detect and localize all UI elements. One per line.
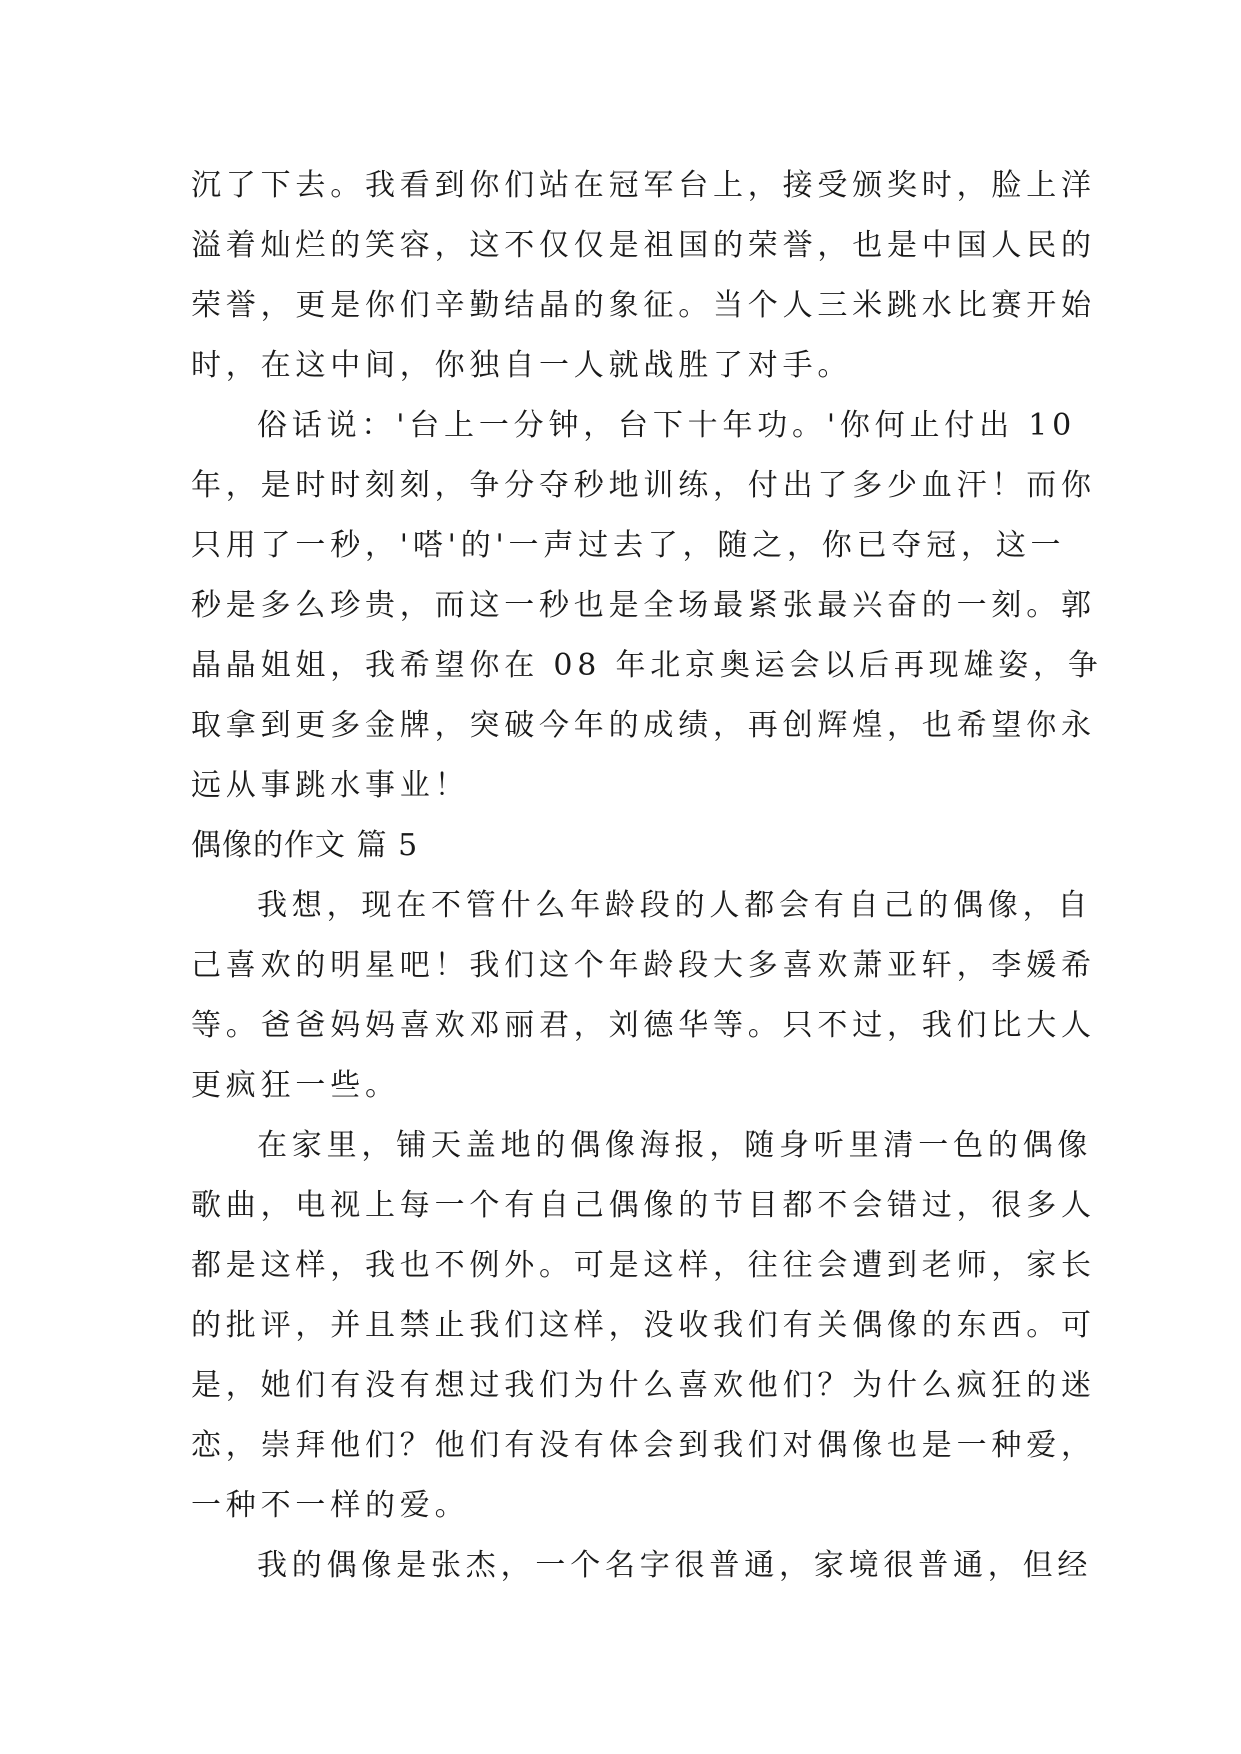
section-heading <box>191 816 1049 876</box>
text-line: 歌曲，电视上每一个有自己偶像的节目都不会错过，很多人 <box>191 1188 1096 1223</box>
text-line: 沉了下去。我看到你们站在冠军台上，接受颁奖时，脸上洋 <box>191 168 1096 203</box>
text-line: 都是这样，我也不例外。可是这样，往往会遭到老师，家长 <box>191 1248 1096 1283</box>
paragraph <box>191 156 1096 396</box>
text-line: 等。爸爸妈妈喜欢邓丽君，刘德华等。只不过，我们比大人 <box>191 1008 1096 1043</box>
text-line: 年，是时时刻刻，争分夺秒地训练，付出了多少血汗！而你 <box>191 468 1096 503</box>
text-line: 荣誉，更是你们辛勤结晶的象征。当个人三米跳水比赛开始 <box>191 288 1096 323</box>
text-line: 恋，崇拜他们？他们有没有体会到我们对偶像也是一种爱， <box>191 1428 1096 1463</box>
paragraph <box>191 1536 1093 1596</box>
paragraph <box>191 396 1103 816</box>
text-line: 我想，现在不管什么年龄段的人都会有自己的偶像，自 <box>257 888 1093 923</box>
text-line: 溢着灿烂的笑容，这不仅仅是祖国的荣誉，也是中国人民的 <box>191 228 1096 263</box>
essay-body <box>191 156 1103 1596</box>
text-line: 我的偶像是张杰，一个名字很普通，家境很普通，但经 <box>257 1548 1093 1583</box>
paragraph <box>191 1116 1096 1536</box>
text-line: 远从事跳水事业！ <box>191 768 470 803</box>
text-line: 是，她们有没有想过我们为什么喜欢他们？为什么疯狂的迷 <box>191 1368 1096 1403</box>
text-line: 一种不一样的爱。 <box>191 1488 470 1523</box>
text-line: 秒是多么珍贵，而这一秒也是全场最紧张最兴奋的一刻。郭 <box>191 588 1096 623</box>
text-line: 时，在这中间，你独自一人就战胜了对手。 <box>191 348 853 383</box>
text-line: 晶晶姐姐，我希望你在 08 年北京奥运会以后再现雄姿，争 <box>191 648 1103 683</box>
text-line: 取拿到更多金牌，突破今年的成绩，再创辉煌，也希望你永 <box>191 708 1096 743</box>
text-line: 己喜欢的明星吧！我们这个年龄段大多喜欢萧亚轩，李媛希 <box>191 948 1096 983</box>
heading-text: 偶像的作文 篇 5 <box>191 828 419 863</box>
text-line: 更疯狂一些。 <box>191 1068 400 1103</box>
text-line: 只用了一秒，'嗒'的'一声过去了，随之，你已夺冠，这一 <box>191 528 1066 563</box>
text-line: 俗话说：'台上一分钟，台下十年功。'你何止付出 10 <box>257 408 1077 443</box>
paragraph <box>191 876 1096 1116</box>
text-line: 在家里，铺天盖地的偶像海报，随身听里清一色的偶像 <box>257 1128 1093 1163</box>
text-line: 的批评，并且禁止我们这样，没收我们有关偶像的东西。可 <box>191 1308 1096 1343</box>
